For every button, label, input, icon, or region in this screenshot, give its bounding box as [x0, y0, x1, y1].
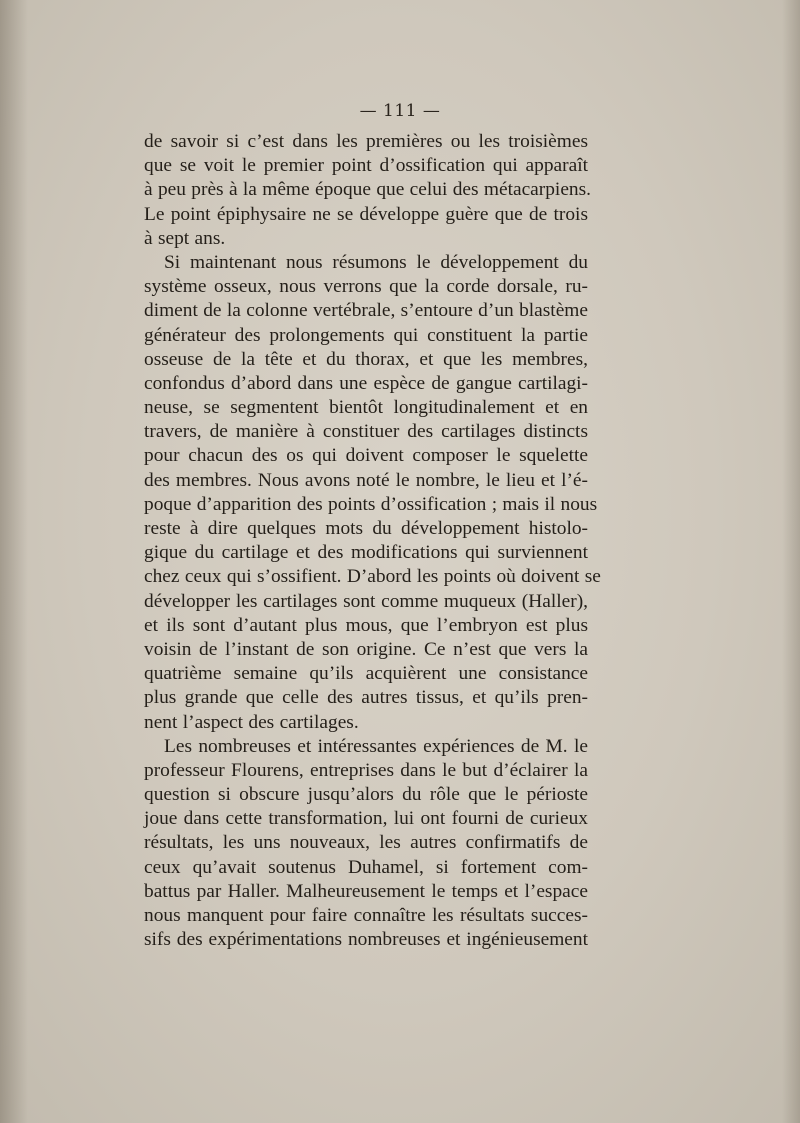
text-line: résultats, les uns nouveaux, les autres confirmatifs de: [144, 832, 588, 854]
text-line: sifs des expérimentations nombreuses et ingénieusement: [144, 929, 588, 951]
text-line: reste à dire quelques mots du développement histolo-: [144, 518, 588, 539]
text-line: que se voit le premier point d’ossification qui apparaît: [144, 155, 588, 177]
text-line: Si maintenant nous résumons le développement du: [164, 251, 588, 273]
text-line: confondus d’abord dans une espèce de gangue cartilagi-: [144, 372, 588, 394]
text-line: nous manquent pour faire connaître les résultats succes-: [144, 905, 588, 926]
text-line: plus grande que celle des autres tissus, et qu’ils pren-: [144, 687, 588, 709]
text-line: pour chacun des os qui doivent composer le squelette: [144, 445, 588, 467]
text-line: nent l’aspect des cartilages.: [144, 711, 359, 733]
text-line: travers, de manière à constituer des cartilages distincts: [144, 421, 588, 443]
text-line: à sept ans.: [144, 227, 226, 249]
body-text: [144, 130, 601, 952]
page-edge-shadow-right: [782, 0, 800, 1123]
text-line: développer les cartilages sont comme muqueux (Haller),: [144, 590, 588, 612]
text-line: Les nombreuses et intéressantes expériences de M. le: [164, 735, 588, 757]
text-line: poque d’apparition des points d’ossification ; mais il nous: [144, 493, 598, 515]
text-line: chez ceux qui s’ossifient. D’abord les points où doivent se: [144, 566, 601, 588]
text-line: professeur Flourens, entreprises dans le but d’éclairer la: [144, 759, 588, 781]
text-line: quatrième semaine qu’ils acquièrent une consistance: [144, 663, 588, 685]
page-edge-shadow-left: [0, 0, 28, 1123]
text-line: osseuse de la tête et du thorax, et que les membres,: [144, 348, 588, 370]
text-line: ceux qu’avait soutenus Duhamel, si fortement com-: [144, 856, 588, 878]
text-line: des membres. Nous avons noté le nombre, le lieu et l’é-: [144, 469, 588, 491]
text-line: diment de la colonne vertébrale, s’entoure d’un blastème: [144, 300, 588, 322]
text-line: voisin de l’instant de son origine. Ce n’est que vers la: [144, 638, 588, 660]
text-line: système osseux, nous verrons que la corde dorsale, ru-: [144, 276, 588, 298]
text-line: joue dans cette transformation, lui ont fourni de curieux: [144, 808, 588, 830]
text-line: neuse, se segmentent bientôt longitudinalement et en: [144, 397, 588, 419]
text-line: et ils sont d’autant plus mous, que l’embryon est plus: [144, 614, 588, 636]
text-line: de savoir si c’est dans les premières ou les troisièmes: [144, 131, 588, 152]
text-line: battus par Haller. Malheureusement le temps et l’espace: [144, 880, 588, 902]
text-line: Le point épiphysaire ne se développe guère que de trois: [144, 203, 588, 225]
text-line: à peu près à la même époque que celui des métacarpiens.: [144, 179, 592, 201]
text-line: question si obscure jusqu’alors du rôle que le périoste: [144, 784, 588, 806]
text-line: gique du cartilage et des modifications qui surviennent: [144, 542, 588, 564]
page-number: — 111 —: [359, 101, 441, 121]
text-line: générateur des prolongements qui constituent la partie: [144, 324, 588, 346]
